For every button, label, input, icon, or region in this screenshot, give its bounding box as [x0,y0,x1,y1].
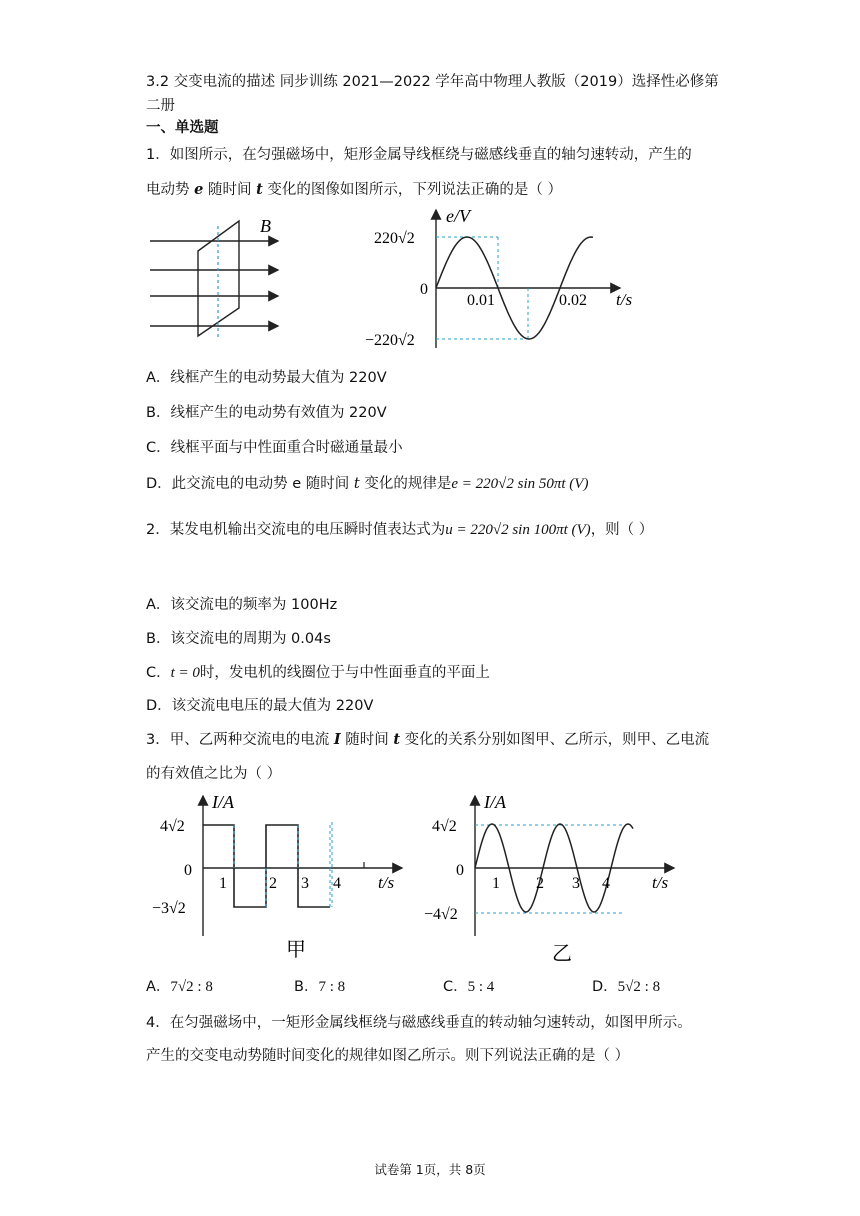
q2-option-d[interactable]: D．该交流电电压的最大值为 220V [146,698,374,714]
q4-stem-line-1 [146,1011,692,1032]
y-max-label: 4√2 [432,818,457,835]
q3-option-d[interactable] [592,975,660,996]
q3-var-i: I [333,731,341,748]
q1-option-d[interactable] [146,472,588,493]
q3-option-b-prefix: B． [294,979,319,995]
tick-4: 4 [602,875,610,892]
q4-text-1: 在匀强磁场中，一矩形金属线框绕与磁感线垂直的转动轴匀速转动，如图甲所示。 [169,1015,692,1031]
tick-4: 4 [333,875,341,892]
q1-option-d-formula: e = 220√2 sin 50πt (V) [451,476,589,492]
q2-tail: ，则（ ） [590,522,654,538]
y-axis-label: e/V [446,206,470,226]
q1-figure-field-frame [146,208,286,348]
q3-option-a[interactable] [146,975,213,996]
section-heading: 一、单选题 [146,120,219,136]
q3-option-d-value: 5√2 : 8 [617,979,661,995]
q1-option-b[interactable]: B．线框产生的电动势有效值为 220V [146,405,387,421]
q1-figure-emf-graph [360,202,640,352]
q2-option-c[interactable] [146,661,490,682]
q2-formula: u = 220√2 sin 100πt (V) [445,522,591,538]
x-axis-label: t/s [616,290,633,309]
q3-option-c-value: 5 : 4 [467,979,495,995]
y-min-label: −220√2 [365,332,415,349]
q1-stem-line-1 [146,143,692,164]
b-field-label: B [260,216,271,236]
q1-text-2c: 变化的图像如图所示，下列说法正确的是（ ） [262,182,562,198]
q2-option-c-formula: t = 0 [170,665,200,681]
origin-label: 0 [184,862,192,879]
y-min-label: −4√2 [424,906,458,923]
x-axis-label: t/s [378,873,395,892]
q1-text-2b: 随时间 [203,182,257,198]
q1-option-d-text: D．此交流电的电动势 e 随时间 [146,476,354,492]
q2-option-a[interactable]: A．该交流电的频率为 100Hz [146,597,338,613]
q2-text: 某发电机输出交流电的电压瞬时值表达式为 [169,522,446,538]
q1-option-a[interactable]: A．线框产生的电动势最大值为 220V [146,370,387,386]
q3-option-b-value: 7 : 8 [318,979,346,995]
y-axis-label: I/A [484,792,506,812]
q2-option-b[interactable]: B．该交流电的周期为 0.04s [146,631,331,647]
q1-option-c[interactable]: C．线框平面与中性面重合时磁通量最小 [146,440,403,456]
title-line-2: 二册 [146,98,175,114]
q3-number: 3． [146,732,170,748]
q1-text-1: 如图所示，在匀强磁场中，矩形金属导线框绕与磁感线垂直的轴匀速转动，产生的 [169,147,692,163]
q3-stem-line-2: 的有效值之比为（ ） [146,766,282,782]
q1-stem-line-2 [146,178,562,199]
origin-label: 0 [456,862,464,879]
q2-number: 2． [146,522,170,538]
y-axis-label: I/A [212,792,234,812]
tick-2: 2 [536,875,544,892]
q3-figure-a-square-wave [150,788,420,968]
q3-option-c-prefix: C． [443,979,468,995]
q3-text-1c: 变化的关系分别如图甲、乙所示，则甲、乙电流 [400,732,710,748]
q3-figure-b-sine-wave [422,788,692,968]
q2-stem [146,518,653,539]
q1-number: 1． [146,147,170,163]
tick-2: 2 [269,875,277,892]
q3-stem-line-1 [146,728,709,749]
q4-number: 4． [146,1015,170,1031]
q1-option-d-var-t: t [353,476,360,492]
q3-option-a-prefix: A． [146,979,171,995]
tick-0-02: 0.02 [559,292,587,309]
q3-var-t: t [393,731,401,748]
tick-0-01: 0.01 [467,292,495,309]
y-max-label: 4√2 [160,818,185,835]
q4-stem-line-2: 产生的交变电动势随时间变化的规律如图乙所示。则下列说法正确的是（ ） [146,1048,630,1064]
q1-text-2a: 电动势 [146,182,195,198]
x-axis-label: t/s [652,873,669,892]
y-min-label: −3√2 [152,900,186,917]
q1-var-e: e [194,181,204,198]
title-line-1: 3.2 交变电流的描述 同步训练 2021—2022 学年高中物理人教版（2019）选择性必修第 [146,74,719,90]
y-max-label: 220√2 [374,230,415,247]
q3-option-b[interactable] [294,975,345,996]
q1-var-t: t [256,181,263,198]
caption-jia: 甲 [286,939,306,961]
origin-label: 0 [420,281,428,298]
tick-1: 1 [219,875,227,892]
q3-text-1a: 甲、乙两种交流电的电流 [169,732,334,748]
tick-3: 3 [572,875,580,892]
tick-1: 1 [492,875,500,892]
q1-option-d-text-2: 变化的规律是 [359,476,452,492]
caption-yi: 乙 [552,943,572,965]
page-footer: 试卷第 1页，共 8页 [374,1162,486,1177]
q3-option-d-prefix: D． [592,979,618,995]
q2-option-c-text: 时，发电机的线圈位于与中性面垂直的平面上 [199,665,490,681]
q3-option-c[interactable] [443,975,494,996]
q3-option-a-value: 7√2 : 8 [170,979,213,995]
q2-option-c-prefix: C． [146,665,171,681]
q3-text-1b: 随时间 [340,732,394,748]
tick-3: 3 [301,875,309,892]
